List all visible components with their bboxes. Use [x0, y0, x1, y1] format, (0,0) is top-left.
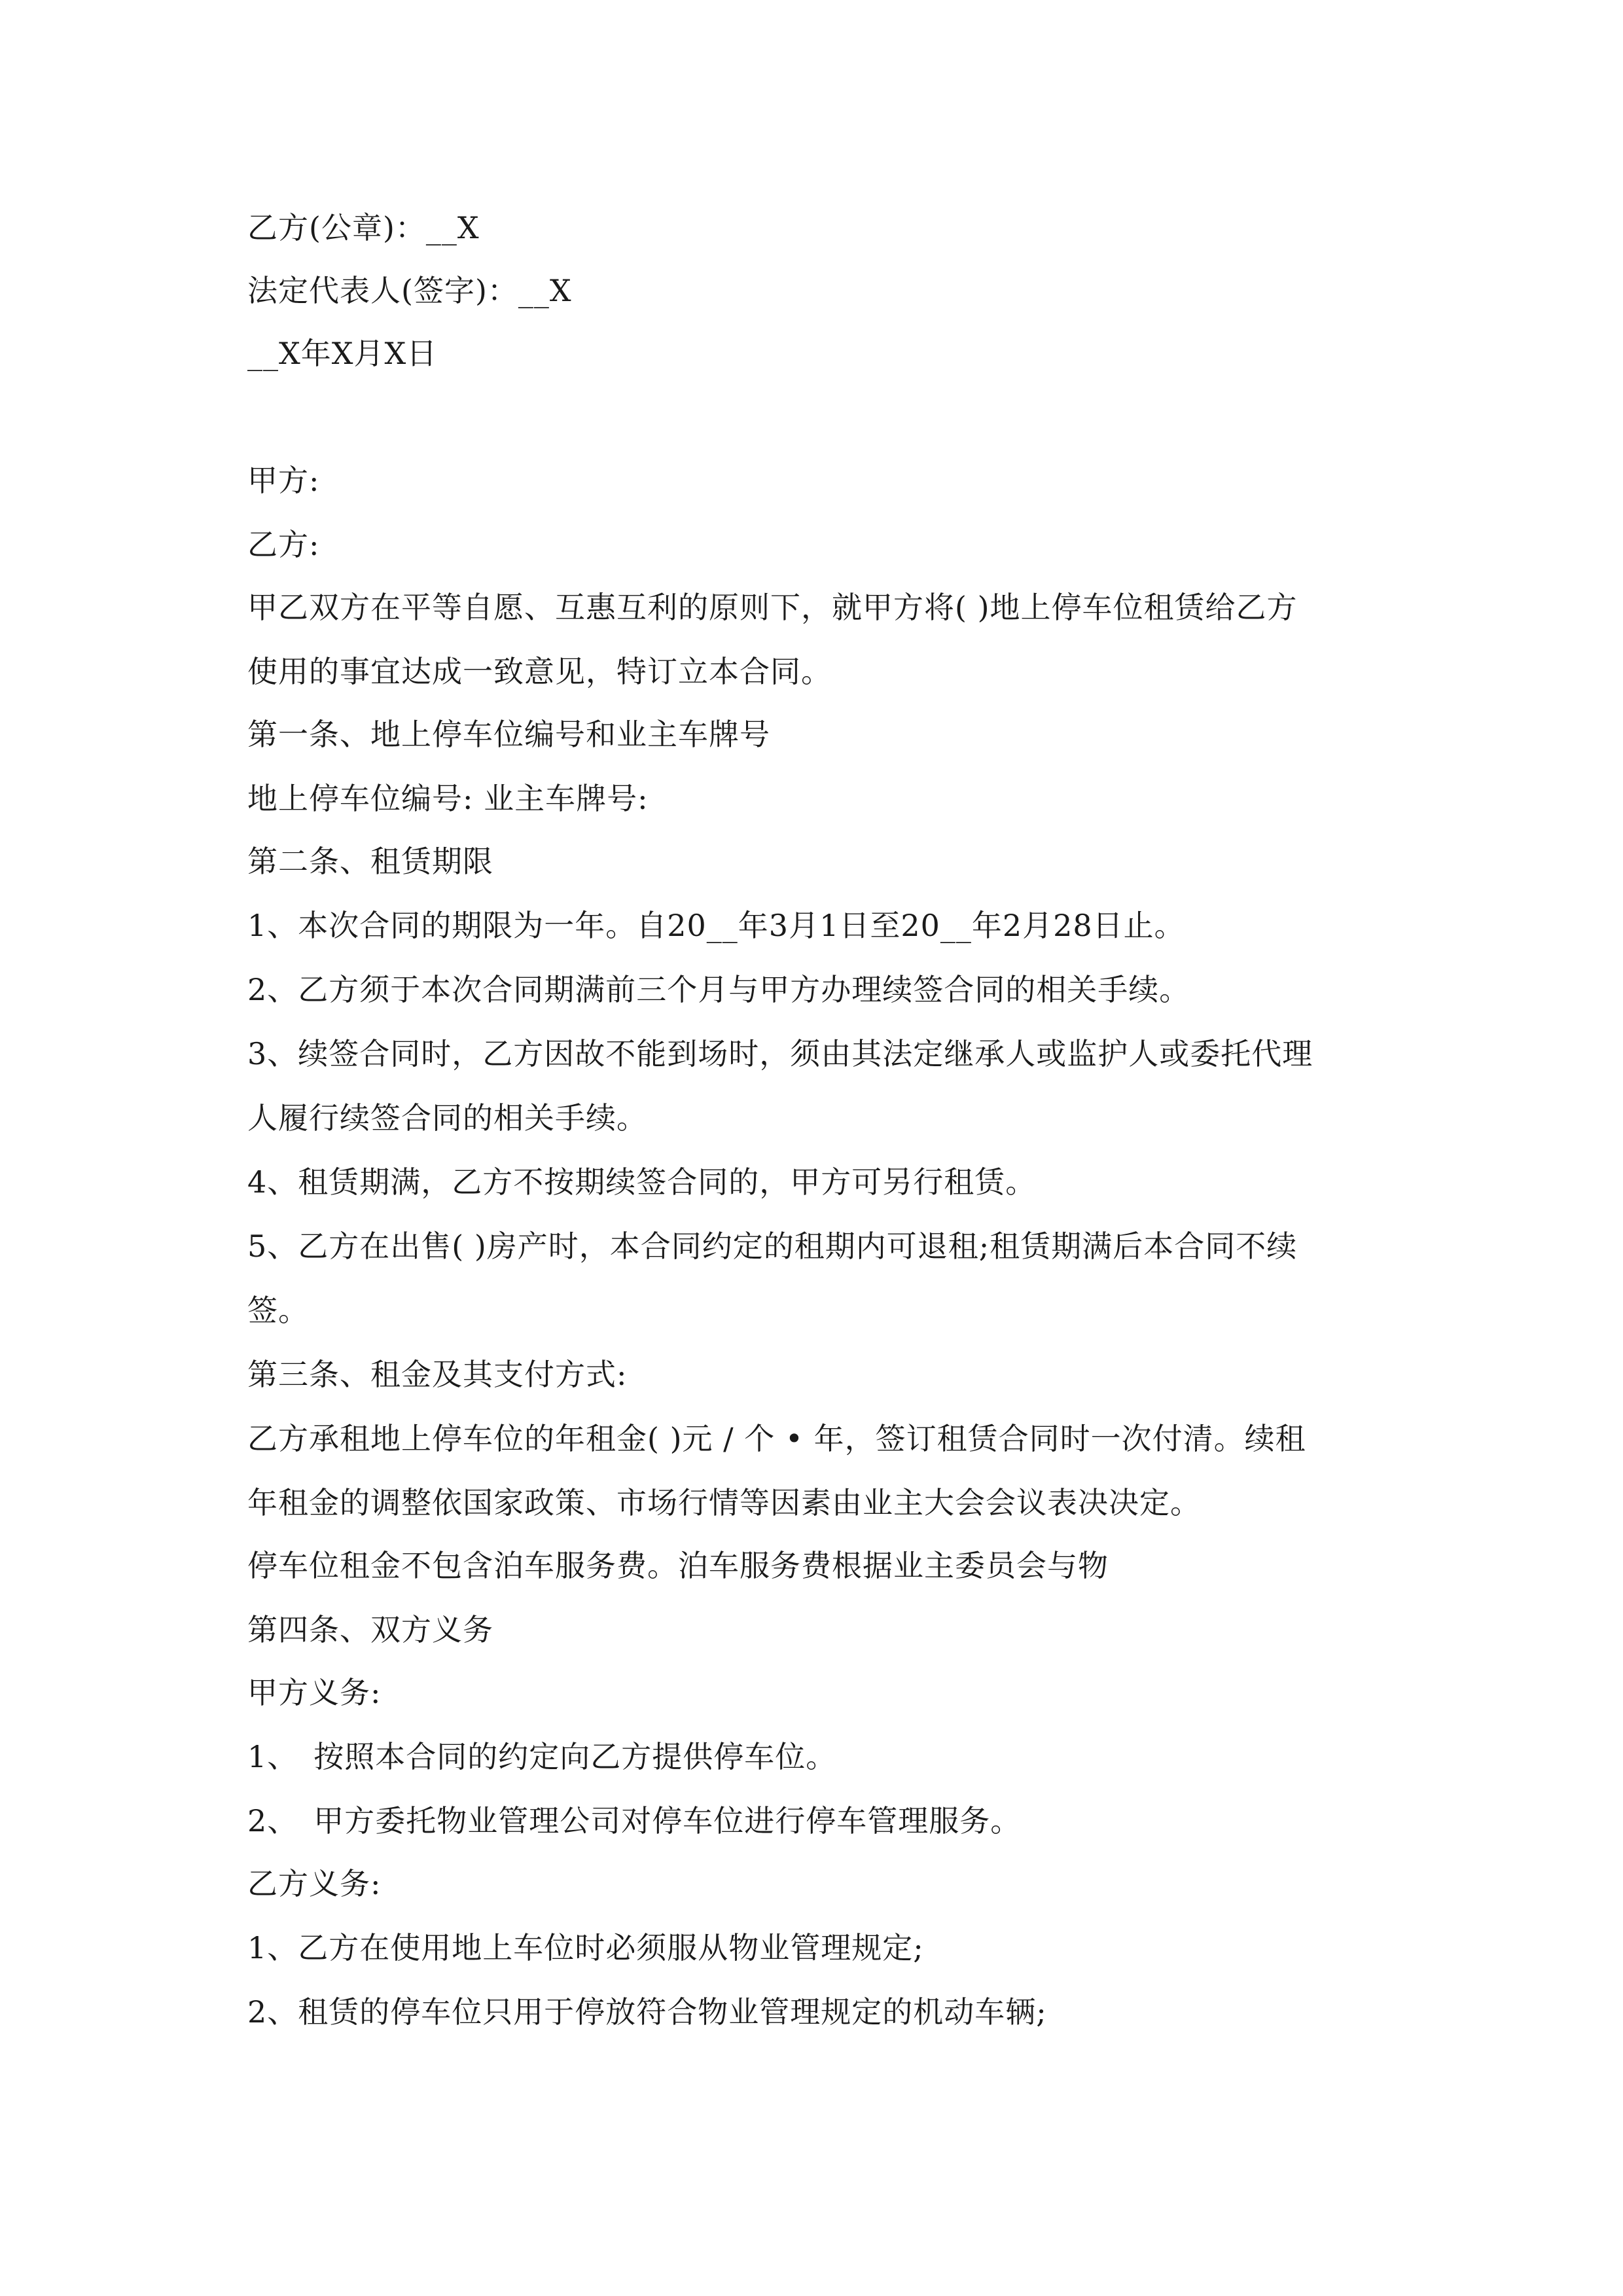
legal-rep-signature-line: 法定代表人(签字)：__X [247, 273, 572, 308]
article-2-item-4: 4、租赁期满，乙方不按期续签合同的，甲方可另行租赁。 [247, 1164, 1037, 1200]
article-3-title: 第三条、租金及其支付方式: [247, 1357, 628, 1392]
party-b-duties-title: 乙方义务: [247, 1866, 382, 1901]
article-2-title: 第二条、租赁期限 [247, 844, 493, 879]
article-3-para-2: 停车位租金不包含泊车服务费。泊车服务费根据业主委员会与物 [247, 1548, 1109, 1583]
article-4-title: 第四条、双方义务 [247, 1612, 493, 1647]
article-1-fields: 地上停车位编号: 业主车牌号: [247, 781, 649, 816]
party-b-duty-2: 2、租赁的停车位只用于停放符合物业管理规定的机动车辆; [247, 1994, 1047, 2030]
party-b-duty-1: 1、乙方在使用地上车位时必须服从物业管理规定; [247, 1930, 924, 1965]
party-a-label: 甲方: [247, 463, 320, 498]
article-2-item-3-line-1: 3、续签合同时，乙方因故不能到场时，须由其法定继承人或监护人或委托代理 [247, 1036, 1313, 1071]
article-3-para-1-line-2: 年租金的调整依国家政策、市场行情等因素由业主大会会议表决决定。 [247, 1485, 1201, 1520]
article-1-title: 第一条、地上停车位编号和业主车牌号 [247, 717, 770, 752]
party-b-label: 乙方: [247, 527, 320, 562]
party-a-duties-title: 甲方义务: [247, 1675, 382, 1710]
article-2-item-5-line-1: 5、乙方在出售( )房产时，本合同约定的租期内可退租;租赁期满后本合同不续 [247, 1229, 1298, 1264]
party-a-duty-2: 2、 甲方委托物业管理公司对停车位进行停车管理服务。 [247, 1803, 1022, 1839]
party-b-seal-line: 乙方(公章)：__X [247, 210, 480, 245]
party-a-duty-1: 1、 按照本合同的约定向乙方提供停车位。 [247, 1739, 837, 1774]
article-2-item-5-line-2: 签。 [247, 1293, 309, 1328]
preamble-line-2: 使用的事宜达成一致意见，特订立本合同。 [247, 654, 832, 689]
article-2-item-2: 2、乙方须于本次合同期满前三个月与甲方办理续签合同的相关手续。 [247, 972, 1190, 1007]
article-2-item-1: 1、本次合同的期限为一年。自20__年3月1日至20__年2月28日止。 [247, 908, 1185, 943]
preamble-line-1: 甲乙双方在平等自愿、互惠互利的原则下，就甲方将( )地上停车位租赁给乙方 [247, 590, 1298, 625]
article-3-para-1-line-1: 乙方承租地上停车位的年租金( )元 / 个 • 年，签订租赁合同时一次付清。续租 [247, 1421, 1306, 1456]
article-2-item-3-line-2: 人履行续签合同的相关手续。 [247, 1100, 647, 1136]
signature-date-line: __X年X月X日 [247, 336, 438, 371]
